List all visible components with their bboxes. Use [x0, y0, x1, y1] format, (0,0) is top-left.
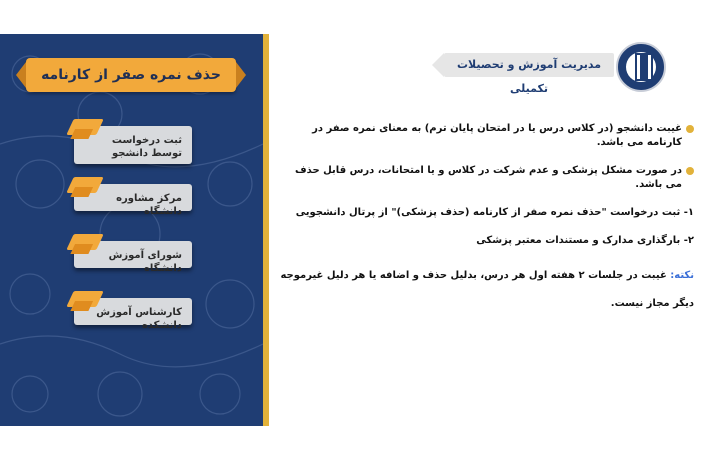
- note-label: نکته:: [670, 270, 694, 281]
- flow-step-2: [74, 184, 192, 217]
- divider-bar: [263, 34, 269, 426]
- department-banner: [444, 53, 614, 95]
- panel-title: حذف نمره صفر از کارنامه: [41, 67, 221, 83]
- flow-step-label: ثبت درخواست توسط دانشجو: [111, 135, 182, 159]
- university-logo-icon: [616, 42, 666, 92]
- department-name: مدیریت آموزش و تحصیلات تکمیلی: [456, 58, 602, 95]
- flow-step-4: [74, 298, 192, 331]
- slide: [0, 34, 701, 426]
- title-banner: [26, 58, 236, 92]
- procedure-step: ۱- ثبت درخواست "حذف نمره صفر از کارنامه (حذف پزشکی)" از پرتال دانشجویی: [295, 207, 694, 218]
- banner-fold-right: [236, 62, 246, 88]
- main-content: [276, 122, 694, 332]
- bullet-item: غیبت دانشجو (در کلاس درس یا در امتحان پایان ترم) به معنای نمره صفر در کارنامه می باشد.: [276, 122, 682, 150]
- flow-step-label: کارشناس آموزش دانشکده: [96, 307, 182, 331]
- bullet-item: در صورت مشکل پزشکی و عدم شرکت در کلاس و یا امتحانات، درس قابل حذف می باشد.: [276, 164, 682, 192]
- note: [276, 262, 694, 318]
- flow-step-label: مرکز مشاوره دانشگاه: [116, 193, 182, 217]
- flow-step-3: [74, 241, 192, 274]
- left-panel: [0, 34, 263, 426]
- flow-step-1: [74, 126, 192, 164]
- flow-step-label: شورای آموزش دانشگاه: [108, 250, 182, 274]
- procedure-step: ۲- بارگذاری مدارک و مستندات معتبر پزشکی: [476, 235, 694, 246]
- note-text: غیبت در جلسات ۲ هفته اول هر درس، بدلیل حذف و اضافه یا هر دلیل غیرموجه دیگر مجاز نیست.: [280, 270, 694, 309]
- logo-mark: [637, 55, 651, 79]
- banner-fold-left: [16, 62, 26, 88]
- background-pattern: [0, 34, 263, 426]
